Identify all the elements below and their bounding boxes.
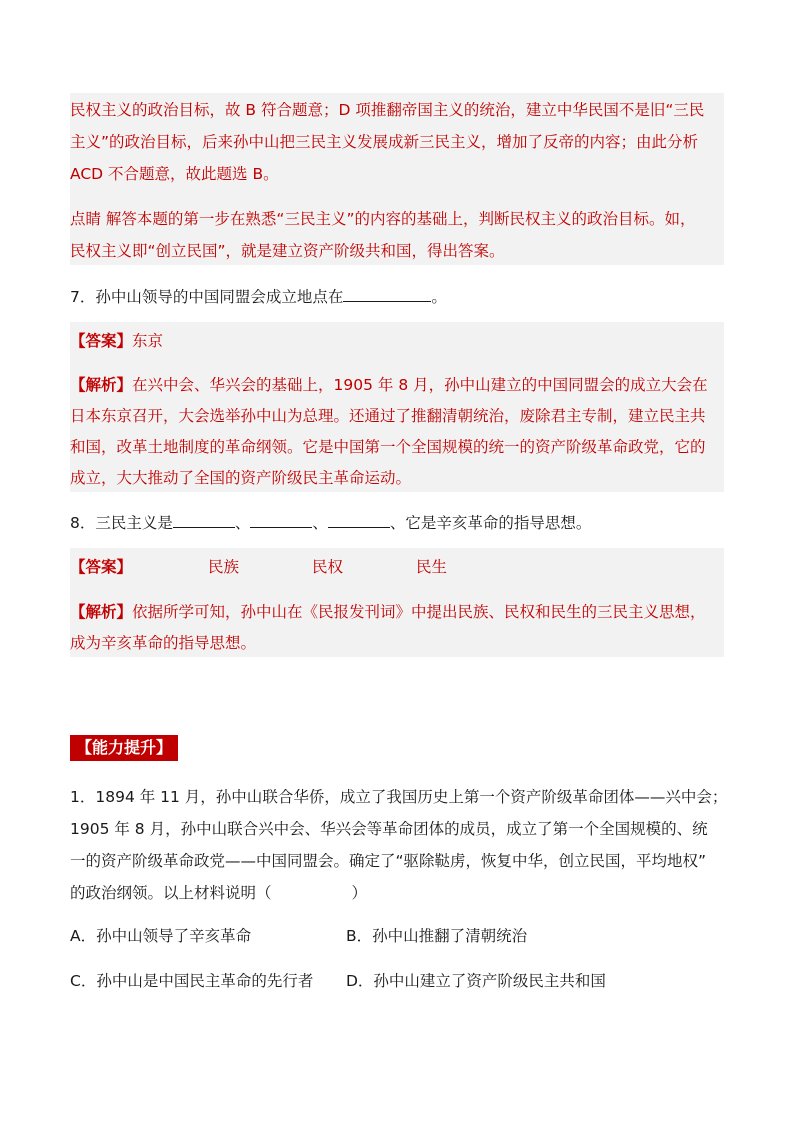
mc1-stem-close: ）	[351, 884, 368, 902]
q7-answer-value: 东京	[132, 332, 164, 350]
q8-analysis-text: 依据所学可知，孙中山在《民报发刊词》中提出民族、民权和民生的三民主义思想，	[132, 603, 706, 621]
q8-blank	[173, 511, 235, 528]
mc1-stem-line: 1．1894 年 11 月，孙中山联合华侨，成立了我国历史上第一个资产阶级革命团体——兴中会；	[70, 788, 728, 806]
mc1-stem-line	[70, 882, 367, 904]
answer-tag: 【答案】	[70, 332, 133, 350]
q8-stem-end: 、它是辛亥革命的指导思想。	[389, 514, 592, 532]
q8-sep: 、	[312, 514, 328, 532]
q8-answer-value: 民生	[416, 558, 448, 576]
q8-analysis-line	[70, 601, 706, 623]
q7-blank	[343, 285, 431, 302]
q7-analysis-line	[70, 374, 708, 396]
q7-stem	[70, 285, 447, 308]
q8-analysis-line: 成为辛亥革命的指导思想。	[70, 634, 257, 652]
mc1-option-a[interactable]: A．孙中山领导了辛亥革命	[70, 927, 252, 945]
mc1-stem-line: 一的资产阶级革命政党——中国同盟会。确定了“驱除鞑虏，恢复中华，创立民国，平均地权”	[70, 852, 707, 870]
q8-answer-value: 民权	[312, 558, 344, 576]
prev-explanation-line: ACD 不合题意，故此题选 B。	[70, 165, 279, 183]
q7-stem-text: 7．孙中山领导的中国同盟会成立地点在	[70, 288, 344, 306]
prev-comment-line: 点睛 解答本题的第一步在熟悉“三民主义”的内容的基础上，判断民权主义的政治目标。如，	[70, 210, 696, 228]
q8-stem-text: 8．三民主义是	[70, 514, 173, 532]
q8-answer-value: 民族	[208, 558, 240, 576]
q7-analysis-line: 日本东京召开，大会选举孙中山为总理。还通过了推翻清朝统治，废除君主专制，建立民主共	[70, 407, 706, 425]
answer-tag: 【答案】	[70, 558, 133, 576]
q7-analysis-text: 在兴中会、华兴会的基础上，1905 年 8 月，孙中山建立的中国同盟会的成立大会在	[132, 376, 708, 394]
mc1-option-d[interactable]: D．孙中山建立了资产阶级民主共和国	[346, 972, 606, 990]
prev-explanation-line: 主义”的政治目标，后来孙中山把三民主义发展成新三民主义，增加了反帝的内容；由此分析	[70, 133, 699, 151]
q8-blank	[328, 511, 390, 528]
prev-explanation-line: 民权主义的政治目标，故 B 符合题意；D 项推翻帝国主义的统治，建立中华民国不是旧“三民	[70, 101, 705, 119]
mc1-option-c[interactable]: C．孙中山是中国民主革命的先行者	[70, 972, 314, 990]
q7-answer	[70, 330, 163, 352]
mc1-stem-line: 1905 年 8 月，孙中山联合兴中会、华兴会等革命团体的成员，成立了第一个全国规模的、统	[70, 820, 708, 838]
analysis-tag: 【解析】	[70, 603, 133, 621]
analysis-tag: 【解析】	[70, 376, 133, 394]
prev-comment-line: 民权主义即“创立民国”，就是建立资产阶级共和国，得出答案。	[70, 242, 505, 260]
mc1-option-b[interactable]: B．孙中山推翻了清朝统治	[346, 927, 528, 945]
q8-sep: 、	[234, 514, 251, 532]
section-title-badge: 【能力提升】	[70, 735, 178, 761]
q8-stem	[70, 511, 591, 534]
mc1-stem-text: 的政治纲领。以上材料说明（	[70, 884, 272, 902]
q7-analysis-line: 成立，大大推动了全国的资产阶级民主革命运动。	[70, 469, 412, 487]
q8-answer-tag-line	[70, 556, 132, 578]
q7-analysis-line: 和国，改革土地制度的革命纲领。它是中国第一个全国规模的统一的资产阶级革命政党，它的	[70, 438, 706, 456]
q8-blank	[250, 511, 312, 528]
q7-stem-end: 。	[431, 288, 447, 306]
